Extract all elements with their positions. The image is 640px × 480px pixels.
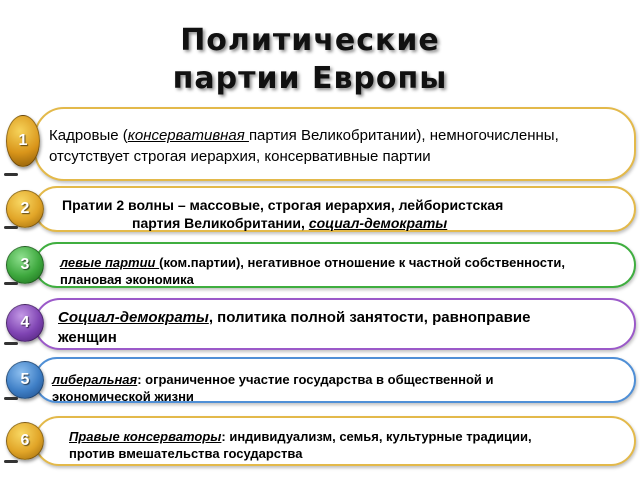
- list-item: [0, 298, 640, 350]
- item-text: Правые консерваторы: индивидуализм, семья, культурные традиции, против вмешательства государства: [69, 429, 532, 461]
- title-line-1: Политические: [180, 23, 440, 58]
- list-item: [0, 357, 640, 403]
- number-badge: 3: [6, 246, 44, 284]
- item-text: либеральная: ограниченное участие государства в общественной и экономической жизни: [52, 372, 494, 404]
- badge-shadow: [4, 226, 18, 229]
- item-text: левые партии (ком.партии), негативное отношение к частной собственности, плановая экономика: [60, 255, 566, 287]
- item-text: Пратии 2 волны – массовые, строгая иерархия, лейбористская партия Великобритании, социал-демократы: [62, 197, 504, 231]
- number-badge: 2: [6, 190, 44, 228]
- badge-shadow: [4, 342, 18, 345]
- number-badge: 6: [6, 422, 44, 460]
- badge-shadow: [4, 460, 18, 463]
- number-badge: 5: [6, 361, 44, 399]
- item-text: Кадровые (консервативная партия Великобритании), немногочисленны, отсутствует строгая иерархия, консервативные партии: [49, 127, 559, 165]
- list-item: [0, 186, 640, 232]
- list-item: [0, 107, 640, 181]
- item-text: Социал-демократы, политика полной занятости, равноправие женщин: [58, 309, 531, 346]
- badge-shadow: [4, 282, 18, 285]
- number-badge: 4: [6, 304, 44, 342]
- number-badge: 1: [6, 115, 40, 167]
- list-item: [0, 242, 640, 288]
- title-line-2: партии Европы: [172, 61, 448, 96]
- badge-shadow: [4, 397, 18, 400]
- page-title: [0, 22, 620, 98]
- badge-shadow: [4, 173, 18, 176]
- list-item: [0, 416, 640, 466]
